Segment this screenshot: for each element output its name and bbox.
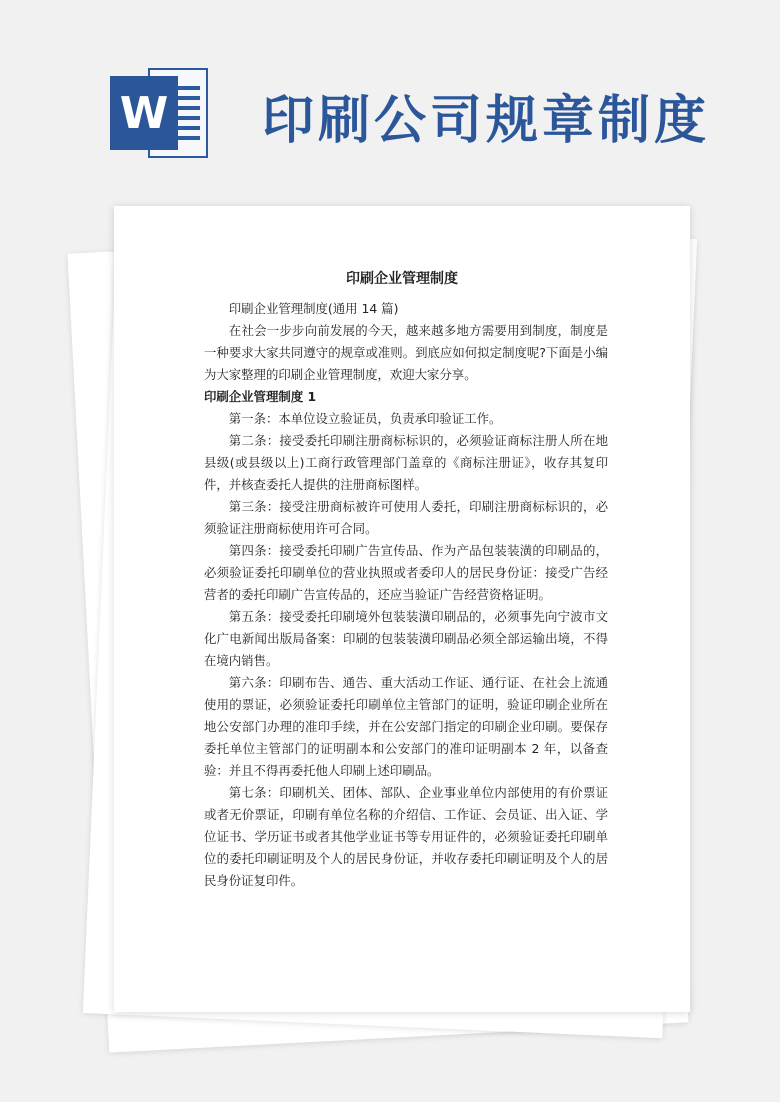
page-title: 印刷公司规章制度 bbox=[262, 90, 711, 151]
paragraph-intro-title: 印刷企业管理制度(通用 14 篇) bbox=[228, 301, 399, 316]
section-heading: 印刷企业管理制度 1 bbox=[204, 389, 317, 404]
word-logo-letter: W bbox=[110, 76, 178, 150]
article-6: 第六条：印刷布告、通告、重大活动工作证、通行证、在社会上流通使用的票证，必须验证委托印刷单位主管部门的证明，验证印刷企业所在地公安部门办理的准印手续，并在公安部门指定的印刷企业印刷。要保存委托单位主管部门的证明副本和公安部门的准印证明副本 2 年，以备查验：并且不得再委托他人印刷上述印刷品。 bbox=[204, 675, 608, 778]
article-2: 第二条：接受委托印刷注册商标标识的，必须验证商标注册人所在地县级(或县级以上)工商行政管理部门盖章的《商标注册证》，收存其复印件，并核查委托人提供的注册商标图样。 bbox=[204, 433, 608, 492]
paragraph-intro: 在社会一步步向前发展的今天，越来越多地方需要用到制度，制度是一种要求大家共同遵守的规章或准则。到底应如何拟定制度呢?下面是小编为大家整理的印刷企业管理制度，欢迎大家分享。 bbox=[204, 323, 608, 382]
article-5: 第五条：接受委托印刷境外包装装潢印刷品的，必须事先向宁波市文化广电新闻出版局备案：印刷的包装装潢印刷品必须全部运输出境，不得在境内销售。 bbox=[204, 609, 608, 668]
article-7: 第七条：印刷机关、团体、部队、企业事业单位内部使用的有价票证或者无价票证，印刷有单位名称的介绍信、工作证、会员证、出入证、学位证书、学历证书或者其他学业证书等专用证件的，必须验证委托印刷单位的委托印刷证明及个人的居民身份证，并收存委托印刷证明及个人的居民身份证复印件。 bbox=[204, 785, 608, 888]
document-body bbox=[204, 298, 608, 892]
document-title: 印刷企业管理制度 bbox=[346, 271, 458, 287]
word-icon bbox=[110, 68, 208, 158]
article-4: 第四条：接受委托印刷广告宣传品、作为产品包装装潢的印刷品的，必须验证委托印刷单位的营业执照或者委印人的居民身份证：接受广告经营者的委托印刷广告宣传品的，还应当验证广告经营资格证明。 bbox=[204, 543, 608, 602]
article-3: 第三条：接受注册商标被许可使用人委托，印刷注册商标标识的，必须验证注册商标使用许可合同。 bbox=[204, 499, 608, 536]
header-banner bbox=[0, 0, 780, 200]
article-1: 第一条：本单位设立验证员，负责承印验证工作。 bbox=[228, 411, 502, 426]
document-page bbox=[114, 206, 690, 1012]
